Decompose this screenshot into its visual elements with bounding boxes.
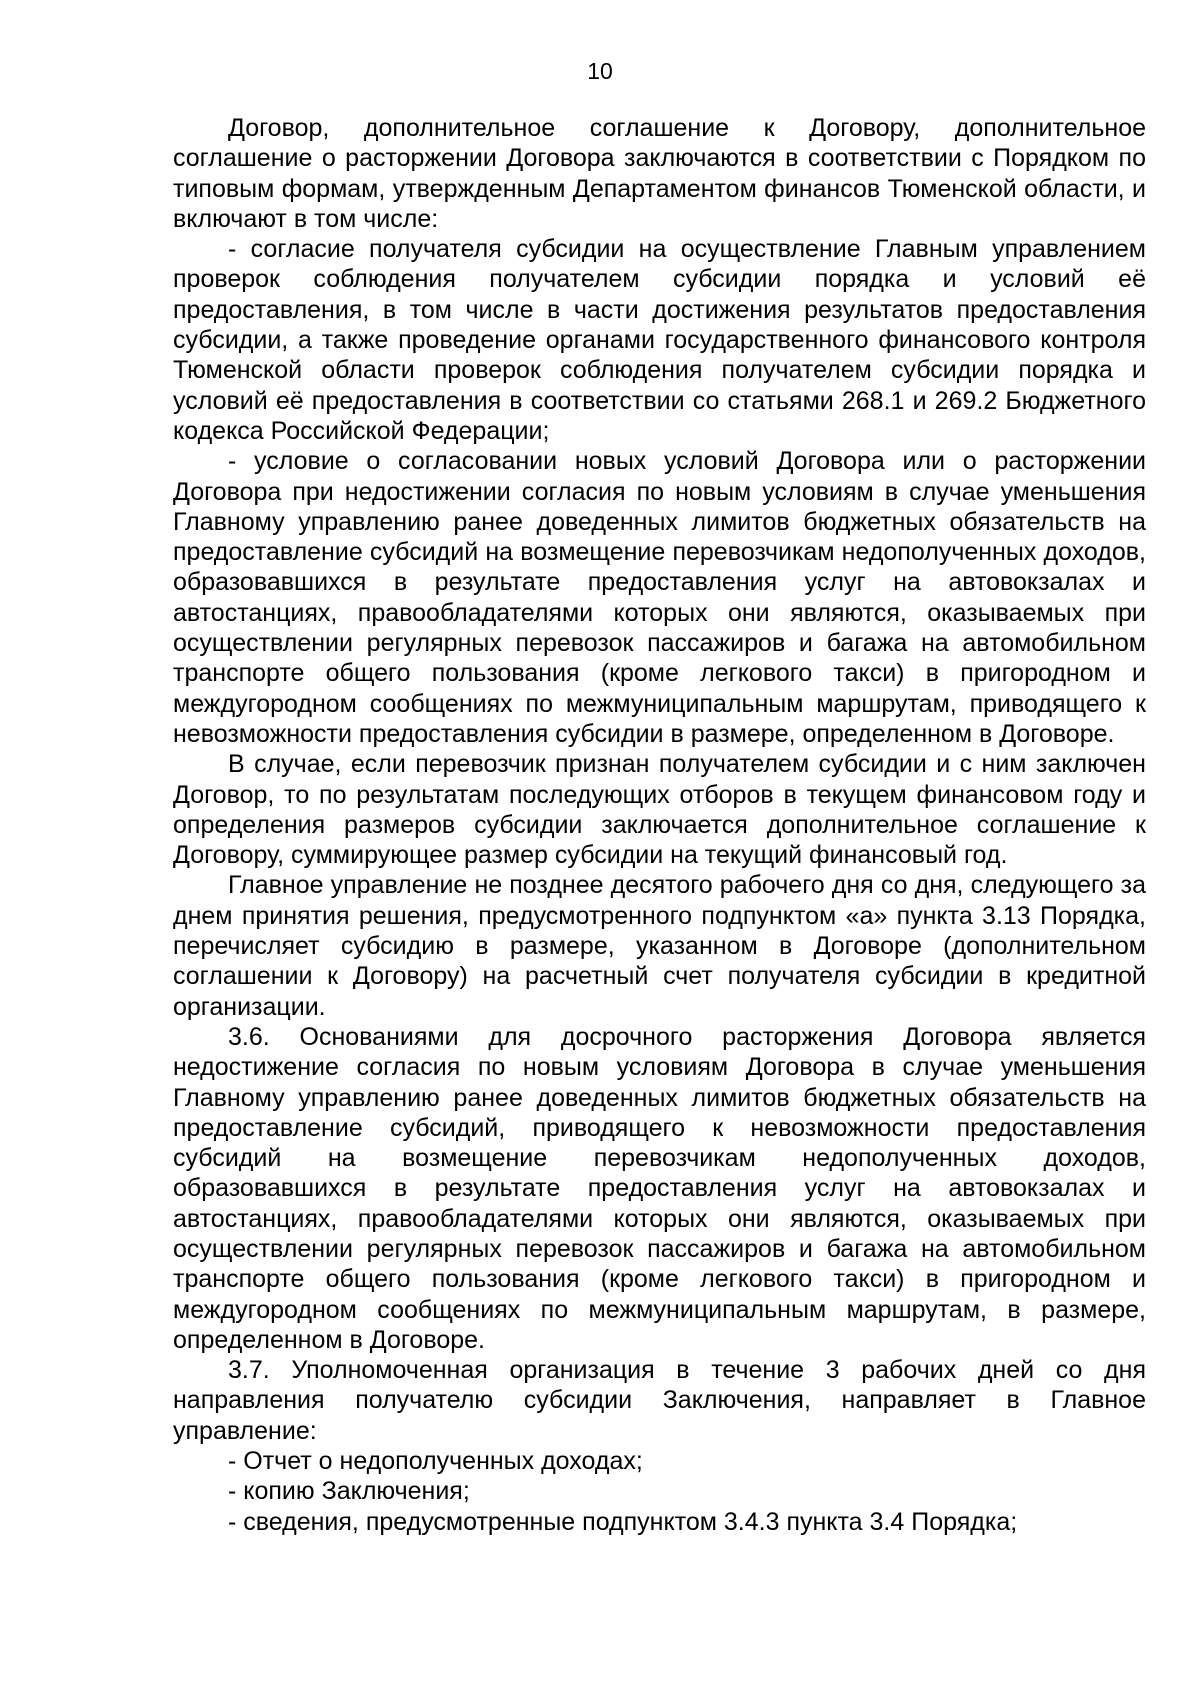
paragraph-subsequent-selection: В случае, если перевозчик признан получателем субсидии и с ним заключен Договор, то по результатам последующих отборов в текущем финансовом году и определения размеров субсидии заключается дополнительное соглашение к Договору, суммирующее размер субсидии на текущий финансовый год. [173,750,1146,870]
list-item-conclusion-copy: - копию Заключения; [228,1477,470,1506]
paragraph-3-7-authorized-org: 3.7. Уполномоченная организация в течение 3 рабочих дней со дня направления получателю субсидии Заключения, направляет в Главное управление: [173,1356,1146,1445]
paragraph-subsidy-transfer: Главное управление не позднее десятого рабочего дня со дня, следующего за днем принятия решения, предусмотренного подпунктом «а» пункта 3.13 Порядка, перечисляет субсидию в размере, указанном в Договоре (дополнительном соглашении к Договору) на расчетный счет получателя субсидии в кредитной организации. [173,871,1146,1021]
list-item-report: - Отчет о недополученных доходах; [228,1447,643,1476]
paragraph-consent-inspections: - согласие получателя субсидии на осуществление Главным управлением проверок соблюдения получателем субсидии порядка и условий её предоставления, в том числе в части достижения результатов предоставления субсидии, а также проведение органами государственного финансового контроля Тюменской области проверок соблюдения получателем субсидии порядка и условий её предоставления в соответствии со статьями 268.1 и 269.2 Бюджетного кодекса Российской Федерации; [173,235,1146,445]
paragraph-new-conditions: - условие о согласовании новых условий Договора или о расторжении Договора при недостижении согласия по новым условиям в случае уменьшения Главному управлению ранее доведенных лимитов бюджетных обязательств на предоставление субсидий на возмещение перевозчикам недополученных доходов, образовавшихся в результате предоставления услуг на автовокзалах и автостанциях, правообладателями которых они являются, оказываемых при осуществлении регулярных перевозок пассажиров и багажа на автомобильном транспорте общего пользования (кроме легкового такси) в пригородном и междугородном сообщениях по межмуниципальным маршрутам, приводящего к невозможности предоставления субсидии в размере, определенном в Договоре. [173,447,1146,748]
paragraph-3-6-termination: 3.6. Основаниями для досрочного расторжения Договора является недостижение согласия по новым условиям Договора в случае уменьшения Главному управлению ранее доведенных лимитов бюджетных обязательств на предоставление субсидий, приводящего к невозможности предоставления субсидий на возмещение перевозчикам недополученных доходов, образовавшихся в результате предоставления услуг на автовокзалах и автостанциях, правообладателями которых они являются, оказываемых при осуществлении регулярных перевозок пассажиров и багажа на автомобильном транспорте общего пользования (кроме легкового такси) в пригородном и междугородном сообщениях по межмуниципальным маршрутам, в размере, определенном в Договоре. [173,1022,1146,1354]
list-item-information: - сведения, предусмотренные подпунктом 3.4.3 пункта 3.4 Порядка; [228,1507,1018,1536]
document-body [173,113,1146,1537]
paragraph-agreement-forms: Договор, дополнительное соглашение к Договору, дополнительное соглашение о расторжении Договора заключаются в соответствии с Порядком по типовым формам, утвержденным Департаментом финансов Тюменской области, и включают в том числе: [173,114,1146,233]
page-number: 10 [587,58,613,84]
